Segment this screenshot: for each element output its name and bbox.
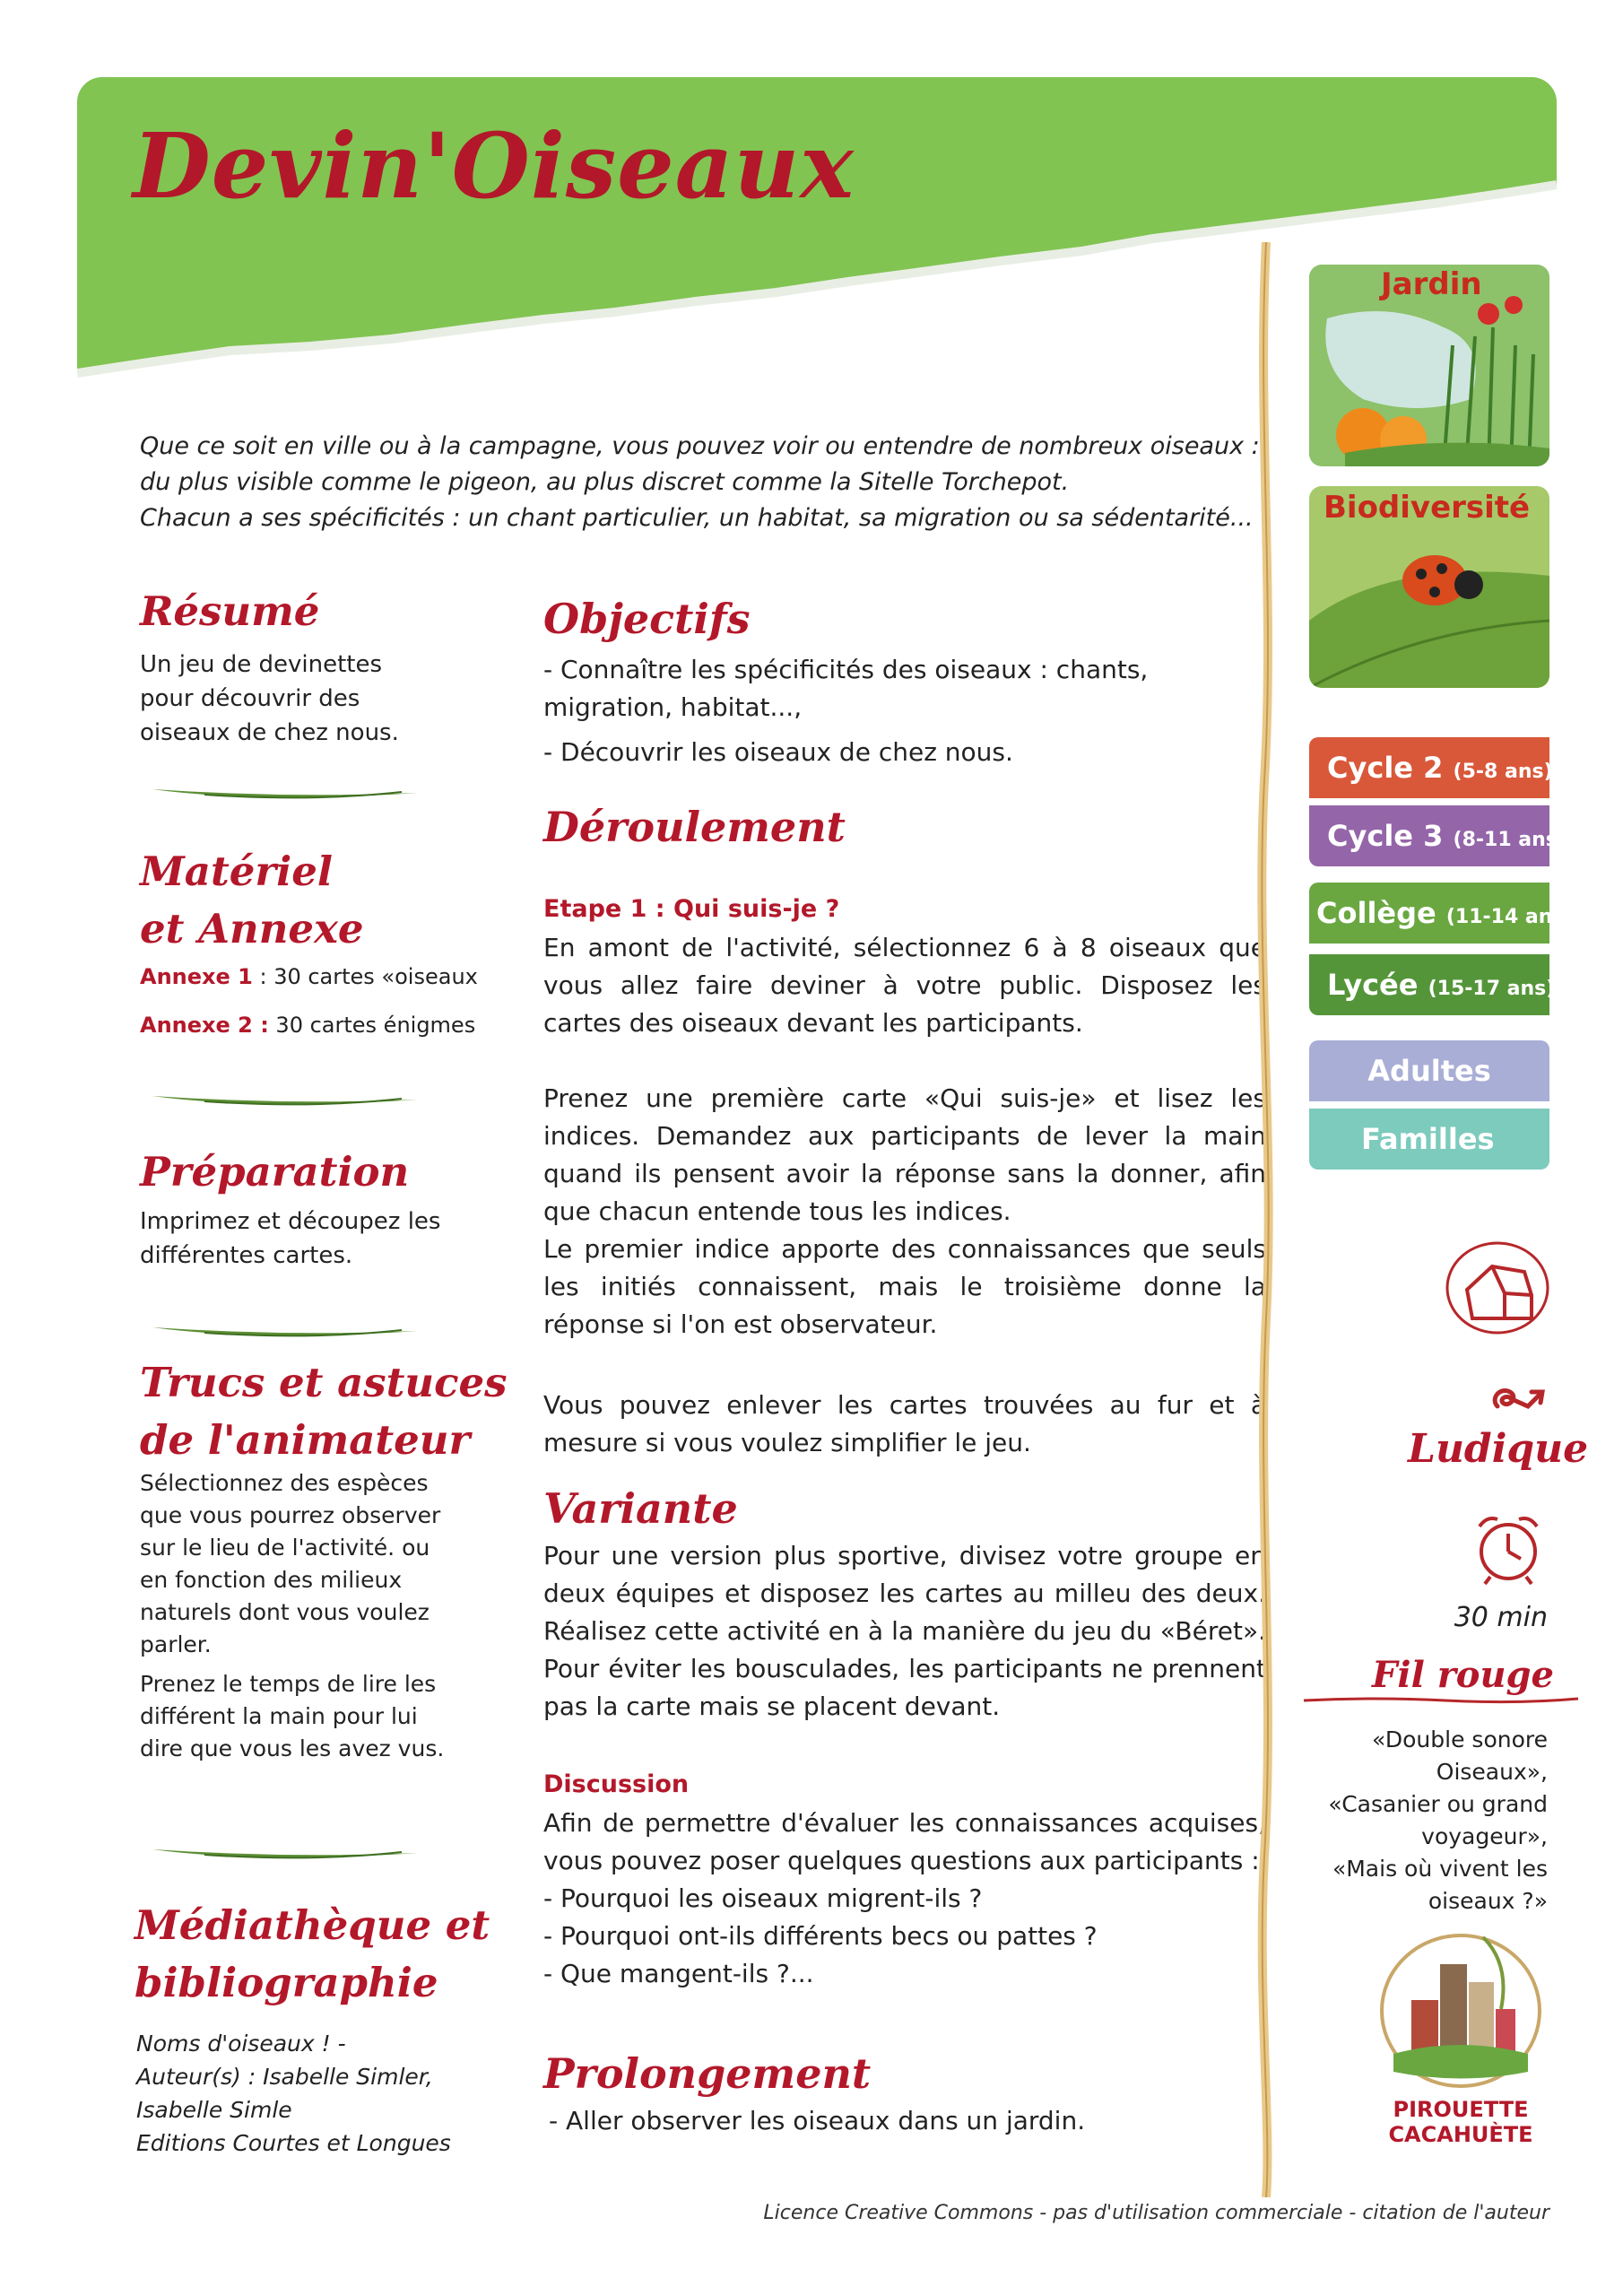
- adultes-label: Adultes: [1367, 1054, 1491, 1088]
- discussion-question: - Pourquoi ont-ils différents becs ou pattes ?: [543, 1921, 1098, 1951]
- fil-rouge-item: «Mais où vivent les oiseaux ?»: [1332, 1856, 1548, 1914]
- duration-text: 30 min: [1454, 1602, 1548, 1633]
- bibliography-entry: [136, 2027, 451, 2160]
- fil-rouge-underline: [1302, 1693, 1580, 1706]
- discussion-question: - Pourquoi les oiseaux migrent-ils ?: [543, 1883, 983, 1913]
- house-icon: [1442, 1236, 1557, 1336]
- college-age: (11-14 ans): [1445, 906, 1574, 928]
- lycee-badge: [1309, 954, 1556, 1015]
- grass-divider: [151, 1839, 420, 1866]
- mediatheque-heading: [135, 1897, 490, 2012]
- cycle3-label: Cycle 3: [1327, 819, 1444, 853]
- fil-rouge-heading: Fil rouge: [1372, 1654, 1554, 1696]
- cycle3-age: (8-11 ans): [1453, 829, 1567, 851]
- preparation-text: Imprimez et découpez les différentes cartes.: [140, 1208, 441, 1269]
- annexe-1-text: : 30 cartes «oiseaux: [252, 964, 478, 989]
- cycle2-age: (5-8 ans): [1453, 761, 1553, 783]
- fil-rouge-list: [1318, 1724, 1548, 1918]
- grass-divider: [151, 1085, 420, 1112]
- discussion-text: Afin de permettre d'évaluer les connaissances acquises, vous pouvez poser quelques questions aux participants :: [543, 1808, 1266, 1875]
- lycee-age: (15-17 ans): [1428, 978, 1556, 1000]
- lycee-label: Lycée: [1327, 968, 1419, 1002]
- pirouette-cacahuete-logo: [1376, 1928, 1546, 2094]
- logo-text-line1: PIROUETTE: [1393, 2097, 1529, 2122]
- page-title: Devin'Oiseaux: [133, 113, 855, 219]
- materiel-heading-line2: et Annexe: [140, 905, 364, 952]
- familles-badge: [1309, 1109, 1549, 1170]
- college-label: Collège: [1316, 896, 1436, 930]
- familles-label: Familles: [1361, 1122, 1495, 1156]
- bibliography-line: Isabelle Simle: [136, 2097, 292, 2123]
- annexe-1-label: Annexe 1: [140, 964, 253, 989]
- objectifs-list: [543, 651, 1266, 771]
- resume-text: Un jeu de devinettes pour découvrir des oiseaux de chez nous.: [140, 651, 399, 746]
- prolongement-heading: Prolongement: [543, 2049, 872, 2098]
- step-title: Etape 1 : Qui suis-je ?: [543, 895, 840, 923]
- bibliography-line: Auteur(s) : Isabelle Simler,: [136, 2064, 433, 2090]
- mediatheque-heading-line1: Médiathèque et: [135, 1901, 490, 1949]
- variante-heading: Variante: [543, 1484, 738, 1533]
- intro-text: [140, 429, 1265, 536]
- trucs-heading: [140, 1354, 507, 1469]
- discussion-question: - Que mangent-ils ?...: [543, 1959, 814, 1988]
- deroulement-para: Le premier indice apporte des connaissances que seuls les initiés connaissent, mais le troisième donne la réponse si l'on est observateur.: [543, 1234, 1266, 1339]
- grass-divider: [151, 1317, 420, 1344]
- intro-line: Chacun a ses spécificités : un chant particulier, un habitat, sa migration ou sa sédentarité...: [140, 504, 1254, 532]
- annexe-1: [140, 960, 478, 994]
- deroulement-heading: Déroulement: [543, 803, 846, 851]
- resume-heading: Résumé: [140, 587, 320, 635]
- jardin-label: Jardin: [1381, 266, 1482, 302]
- cycle3-badge: [1309, 805, 1567, 866]
- trucs-text-2: Prenez le temps de lire les différent la main pour lui dire que vous les avez vus.: [140, 1671, 445, 1761]
- logo-text-line2: CACAHUÈTE: [1388, 2122, 1533, 2147]
- discussion-questions: [543, 1880, 1266, 1993]
- spiral-arrow-icon: [1488, 1381, 1548, 1417]
- jardin-tag: [1309, 265, 1549, 466]
- annexe-2: [140, 1008, 475, 1042]
- deroulement-para: Prenez une première carte «Qui suis-je» et lisez les indices. Demandez aux participants de lever la main quand ils pensent avoir la réponse sans la donner, afin que chacun entende tous les indices.: [543, 1083, 1266, 1226]
- biodiversite-label: Biodiversité: [1324, 490, 1531, 526]
- variante-text: Pour une version plus sportive, divisez votre groupe en deux équipes et disposez les cartes au milleu des deux. Réalisez cette activité en à la manière du jeu du «Béret». Pour éviter les bousculades, les participants ne prennent pas la carte mais se placent devant.: [543, 1541, 1266, 1721]
- annexe-2-label: Annexe 2 :: [140, 1013, 269, 1038]
- trucs-text-1: Sélectionnez des espèces que vous pourrez observer sur le lieu de l'activité. ou en fonction des milieux naturels dont vous voulez parler.: [140, 1470, 441, 1657]
- discussion-heading: Discussion: [543, 1770, 690, 1798]
- bibliography-line: Editions Courtes et Longues: [136, 2130, 451, 2156]
- license-footer: Licence Creative Commons - pas d'utilisation commerciale - citation de l'auteur: [763, 2202, 1549, 2224]
- materiel-heading: [140, 843, 364, 958]
- objectifs-item: - Découvrir les oiseaux de chez nous.: [543, 737, 1013, 767]
- annexe-2-text: 30 cartes énigmes: [268, 1013, 476, 1038]
- biodiversite-tag: [1309, 486, 1549, 688]
- clock-icon: [1471, 1510, 1546, 1586]
- prolongement-text: - Aller observer les oiseaux dans un jardin.: [549, 2106, 1086, 2135]
- ludique-label: Ludique: [1408, 1426, 1589, 1472]
- logo-text: [1381, 2097, 1541, 2147]
- deroulement-para: En amont de l'activité, sélectionnez 6 à 8 oiseaux que vous allez faire deviner à votre public. Disposez les cartes des oiseaux devant les participants.: [543, 933, 1266, 1038]
- objectifs-heading: Objectifs: [543, 595, 751, 643]
- cycle2-label: Cycle 2: [1327, 751, 1444, 785]
- adultes-badge: [1309, 1040, 1549, 1101]
- materiel-heading-line1: Matériel: [140, 848, 333, 895]
- vertical-thread-decoration: [1254, 242, 1279, 2197]
- cycle2-badge: [1309, 737, 1553, 798]
- bibliography-line: Noms d'oiseaux ! -: [136, 2031, 346, 2057]
- fil-rouge-item: «Double sonore Oiseaux»,: [1372, 1726, 1548, 1785]
- intro-line: Que ce soit en ville ou à la campagne, vous pouvez voir ou entendre de nombreux oiseaux : du plus visible comme le pigeon, au plus discret comme la Sitelle Torchepot.: [140, 432, 1260, 496]
- fil-rouge-item: «Casanier ou grand voyageur»,: [1328, 1791, 1548, 1849]
- deroulement-para: Vous pouvez enlever les cartes trouvées au fur et à mesure si vous voulez simplifier le jeu.: [543, 1390, 1266, 1457]
- objectifs-item: - Connaître les spécificités des oiseaux : chants, migration, habitat...,: [543, 655, 1149, 722]
- trucs-heading-line2: de l'animateur: [140, 1416, 471, 1464]
- preparation-heading: Préparation: [140, 1148, 410, 1196]
- grass-divider: [151, 778, 420, 805]
- trucs-heading-line1: Trucs et astuces: [140, 1359, 508, 1406]
- college-badge: [1309, 883, 1574, 944]
- mediatheque-heading-line2: bibliographie: [135, 1959, 438, 2006]
